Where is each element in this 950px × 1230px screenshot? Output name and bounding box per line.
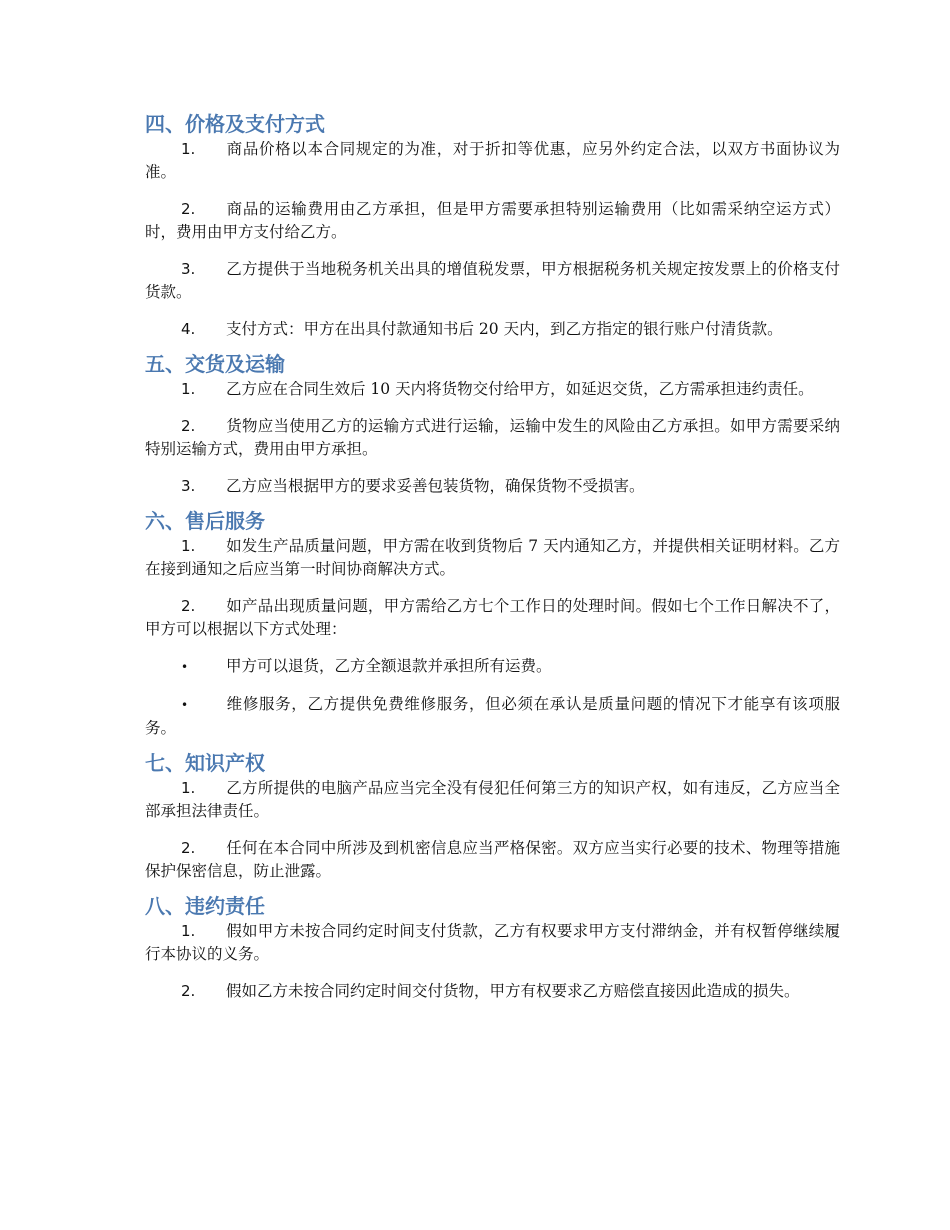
clause-text: 如发生产品质量问题，甲方需在收到货物后 7 天内通知乙方，并提供相关证明材料。乙方在接到通知之后应当第一时间协商解决方式。 — [145, 537, 840, 578]
clause-number: 2. — [181, 200, 196, 218]
clause-number: 1. — [181, 380, 196, 398]
clause-item — [145, 920, 840, 966]
clause-number: 4. — [181, 320, 196, 338]
bullet-marker: • — [181, 660, 189, 674]
clause-text: 假如甲方未按合同约定时间支付货款，乙方有权要求甲方支付滞纳金，并有权暂停继续履行本协议的义务。 — [145, 922, 840, 963]
clause-item — [145, 837, 840, 883]
section-title: 四、价格及支付方式 — [145, 112, 325, 136]
clause-text: 甲方可以退货，乙方全额退款并承担所有运费。 — [226, 657, 552, 675]
clause-number: 2. — [181, 839, 196, 857]
clause-text: 维修服务，乙方提供免费维修服务，但必须在承认是质量问题的情况下才能享有该项服务。 — [145, 695, 840, 737]
section-title: 八、违约责任 — [145, 894, 265, 918]
clause-text: 假如乙方未按合同约定时间交付货物，甲方有权要求乙方赔偿直接因此造成的损失。 — [226, 982, 800, 1000]
section-title: 七、知识产权 — [145, 751, 265, 775]
clause-item — [145, 475, 840, 498]
clause-number: 2. — [181, 597, 196, 615]
clause-number: 1. — [181, 922, 196, 940]
bullet-item — [145, 693, 840, 740]
clause-text: 乙方提供于当地税务机关出具的增值税发票，甲方根据税务机关规定按发票上的价格支付货款。 — [145, 260, 840, 301]
clause-number: 1. — [181, 537, 196, 555]
clause-text: 商品的运输费用由乙方承担，但是甲方需要承担特别运输费用（比如需采纳空运方式）时，费用由甲方支付给乙方。 — [145, 200, 840, 241]
document-page — [145, 110, 840, 1012]
clause-text: 货物应当使用乙方的运输方式进行运输，运输中发生的风险由乙方承担。如甲方需要采纳特别运输方式，费用由甲方承担。 — [145, 417, 840, 458]
section-price-payment — [145, 110, 840, 341]
clause-item — [145, 198, 840, 244]
clause-item — [145, 378, 840, 401]
section-delivery — [145, 350, 840, 498]
clause-item — [145, 980, 840, 1003]
clause-number: 3. — [181, 477, 196, 495]
clause-item — [145, 595, 840, 641]
section-title: 六、售后服务 — [145, 509, 265, 533]
clause-number: 1. — [181, 140, 196, 158]
clause-item — [145, 777, 840, 823]
clause-item — [145, 258, 840, 304]
bullet-marker: • — [181, 698, 189, 712]
clause-item — [145, 535, 840, 581]
clause-text: 乙方应当根据甲方的要求妥善包装货物，确保货物不受损害。 — [226, 477, 645, 495]
clause-item — [145, 318, 840, 341]
bullet-item — [145, 655, 840, 679]
clause-item — [145, 415, 840, 461]
clause-number: 1. — [181, 779, 196, 797]
section-after-sales — [145, 507, 840, 740]
clause-number: 2. — [181, 417, 196, 435]
section-liability — [145, 892, 840, 1003]
section-ip — [145, 749, 840, 883]
clause-text: 任何在本合同中所涉及到机密信息应当严格保密。双方应当实行必要的技术、物理等措施保护保密信息，防止泄露。 — [145, 839, 840, 880]
clause-text: 如产品出现质量问题，甲方需给乙方七个工作日的处理时间。假如七个工作日解决不了，甲方可以根据以下方式处理： — [145, 597, 840, 638]
section-title: 五、交货及运输 — [145, 352, 285, 376]
clause-text: 商品价格以本合同规定的为准，对于折扣等优惠，应另外约定合法，以双方书面协议为准。 — [145, 140, 840, 181]
clause-text: 乙方所提供的电脑产品应当完全没有侵犯任何第三方的知识产权，如有违反，乙方应当全部承担法律责任。 — [145, 779, 840, 820]
clause-item — [145, 138, 840, 184]
clause-text: 乙方应在合同生效后 10 天内将货物交付给甲方，如延迟交货，乙方需承担违约责任。 — [226, 380, 814, 398]
clause-number: 2. — [181, 982, 196, 1000]
clause-number: 3. — [181, 260, 196, 278]
clause-text: 支付方式：甲方在出具付款通知书后 20 天内，到乙方指定的银行账户付清货款。 — [226, 320, 783, 338]
